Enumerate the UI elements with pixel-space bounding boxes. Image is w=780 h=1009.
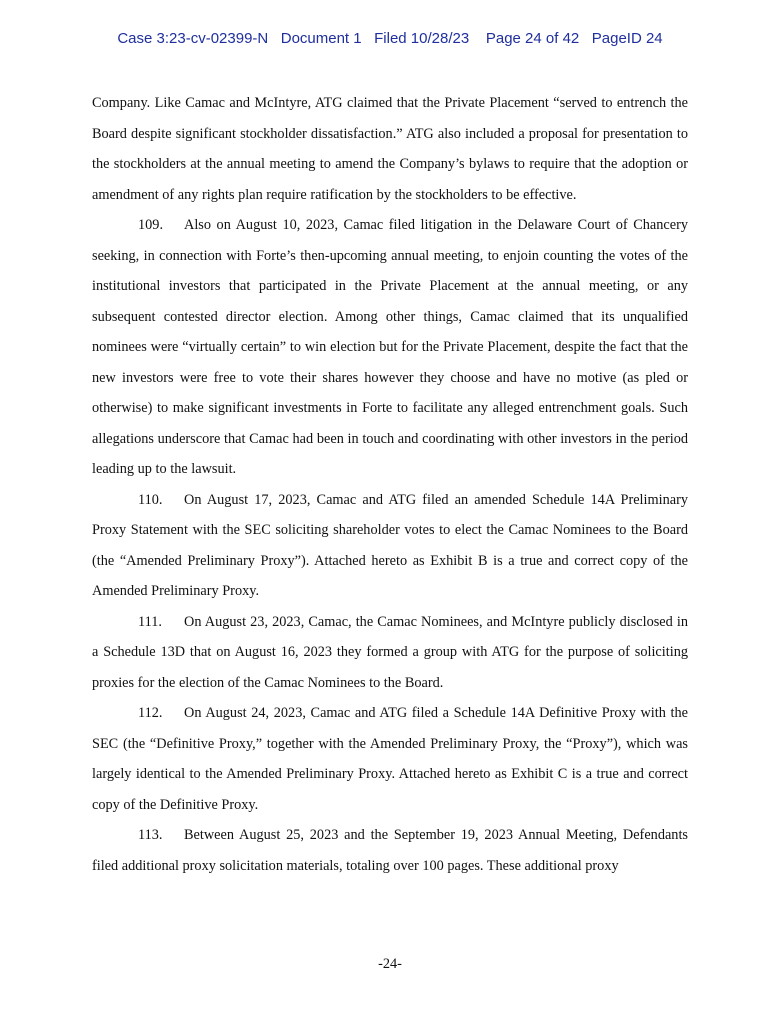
paragraph-number: 111. [138, 613, 162, 630]
paragraph-109 [92, 210, 688, 485]
paragraph-text: On August 23, 2023, Camac, the Camac Nominees, and McIntyre publicly disclosed in a Schedule 13D that on August 16, 2023 they formed a group with ATG for the purpose of soliciting proxies for the election of the Camac Nominees to the Board. [92, 613, 688, 691]
paragraph-number: 110. [138, 491, 163, 508]
paragraph-continuation: Company. Like Camac and McIntyre, ATG claimed that the Private Placement “served to entrench the Board despite significant stockholder dissatisfaction.” ATG also included a proposal for presentation to the stockholders at the annual meeting to amend the Company’s bylaws to require that the adoption or amendment of any rights plan require ratification by the stockholders to be effective. [92, 95, 688, 203]
page-number: -24- [378, 956, 402, 972]
paragraph-number: 109. [138, 217, 164, 233]
paragraph-113 [92, 820, 688, 881]
case-header: Case 3:23-cv-02399-N Document 1 Filed 10/28/23 Page 24 of 42 PageID 24 [117, 30, 663, 47]
paragraph-text: On August 17, 2023, Camac and ATG filed an amended Schedule 14A Preliminary Proxy Statement with the SEC soliciting shareholder votes to elect the Camac Nominees to the Board (the “Amended Preliminary Proxy”). Attached hereto as Exhibit B is a true and correct copy of the Amended Preliminary Proxy. [92, 491, 688, 599]
paragraph-number: 113. [138, 827, 163, 843]
paragraph-text: Also on August 10, 2023, Camac filed litigation in the Delaware Court of Chancery seeking, in connection with Forte’s then-upcoming annual meeting, to enjoin counting the votes of the institutional investors that participated in the Private Placement at the annual meeting, or any subsequent contested director election. Among other things, Camac claimed that its unqualified nominees were “virtually certain” to win election but for the Private Placement, despite the fact that the new investors were free to vote their shares however they choose and have no motive (as pled or otherwise) to make significant investments in Forte to facilitate any alleged entrenchment goals. Such allegations underscore that Camac had been in touch and coordinating with other investors in the period leading up to the lawsuit. [92, 217, 688, 477]
paragraph-111 [92, 607, 688, 699]
document-body [92, 88, 688, 881]
paragraph-112 [92, 698, 688, 820]
paragraph-number: 112. [138, 705, 163, 721]
paragraph-text: Between August 25, 2023 and the September 19, 2023 Annual Meeting, Defendants filed additional proxy solicitation materials, totaling over 100 pages. These additional proxy [92, 827, 688, 874]
paragraph-110 [92, 485, 688, 607]
paragraph-text: On August 24, 2023, Camac and ATG filed a Schedule 14A Definitive Proxy with the SEC (the “Definitive Proxy,” together with the Amended Preliminary Proxy, the “Proxy”), which was largely identical to the Amended Preliminary Proxy. Attached hereto as Exhibit C is a true and correct copy of the Definitive Proxy. [92, 705, 688, 813]
